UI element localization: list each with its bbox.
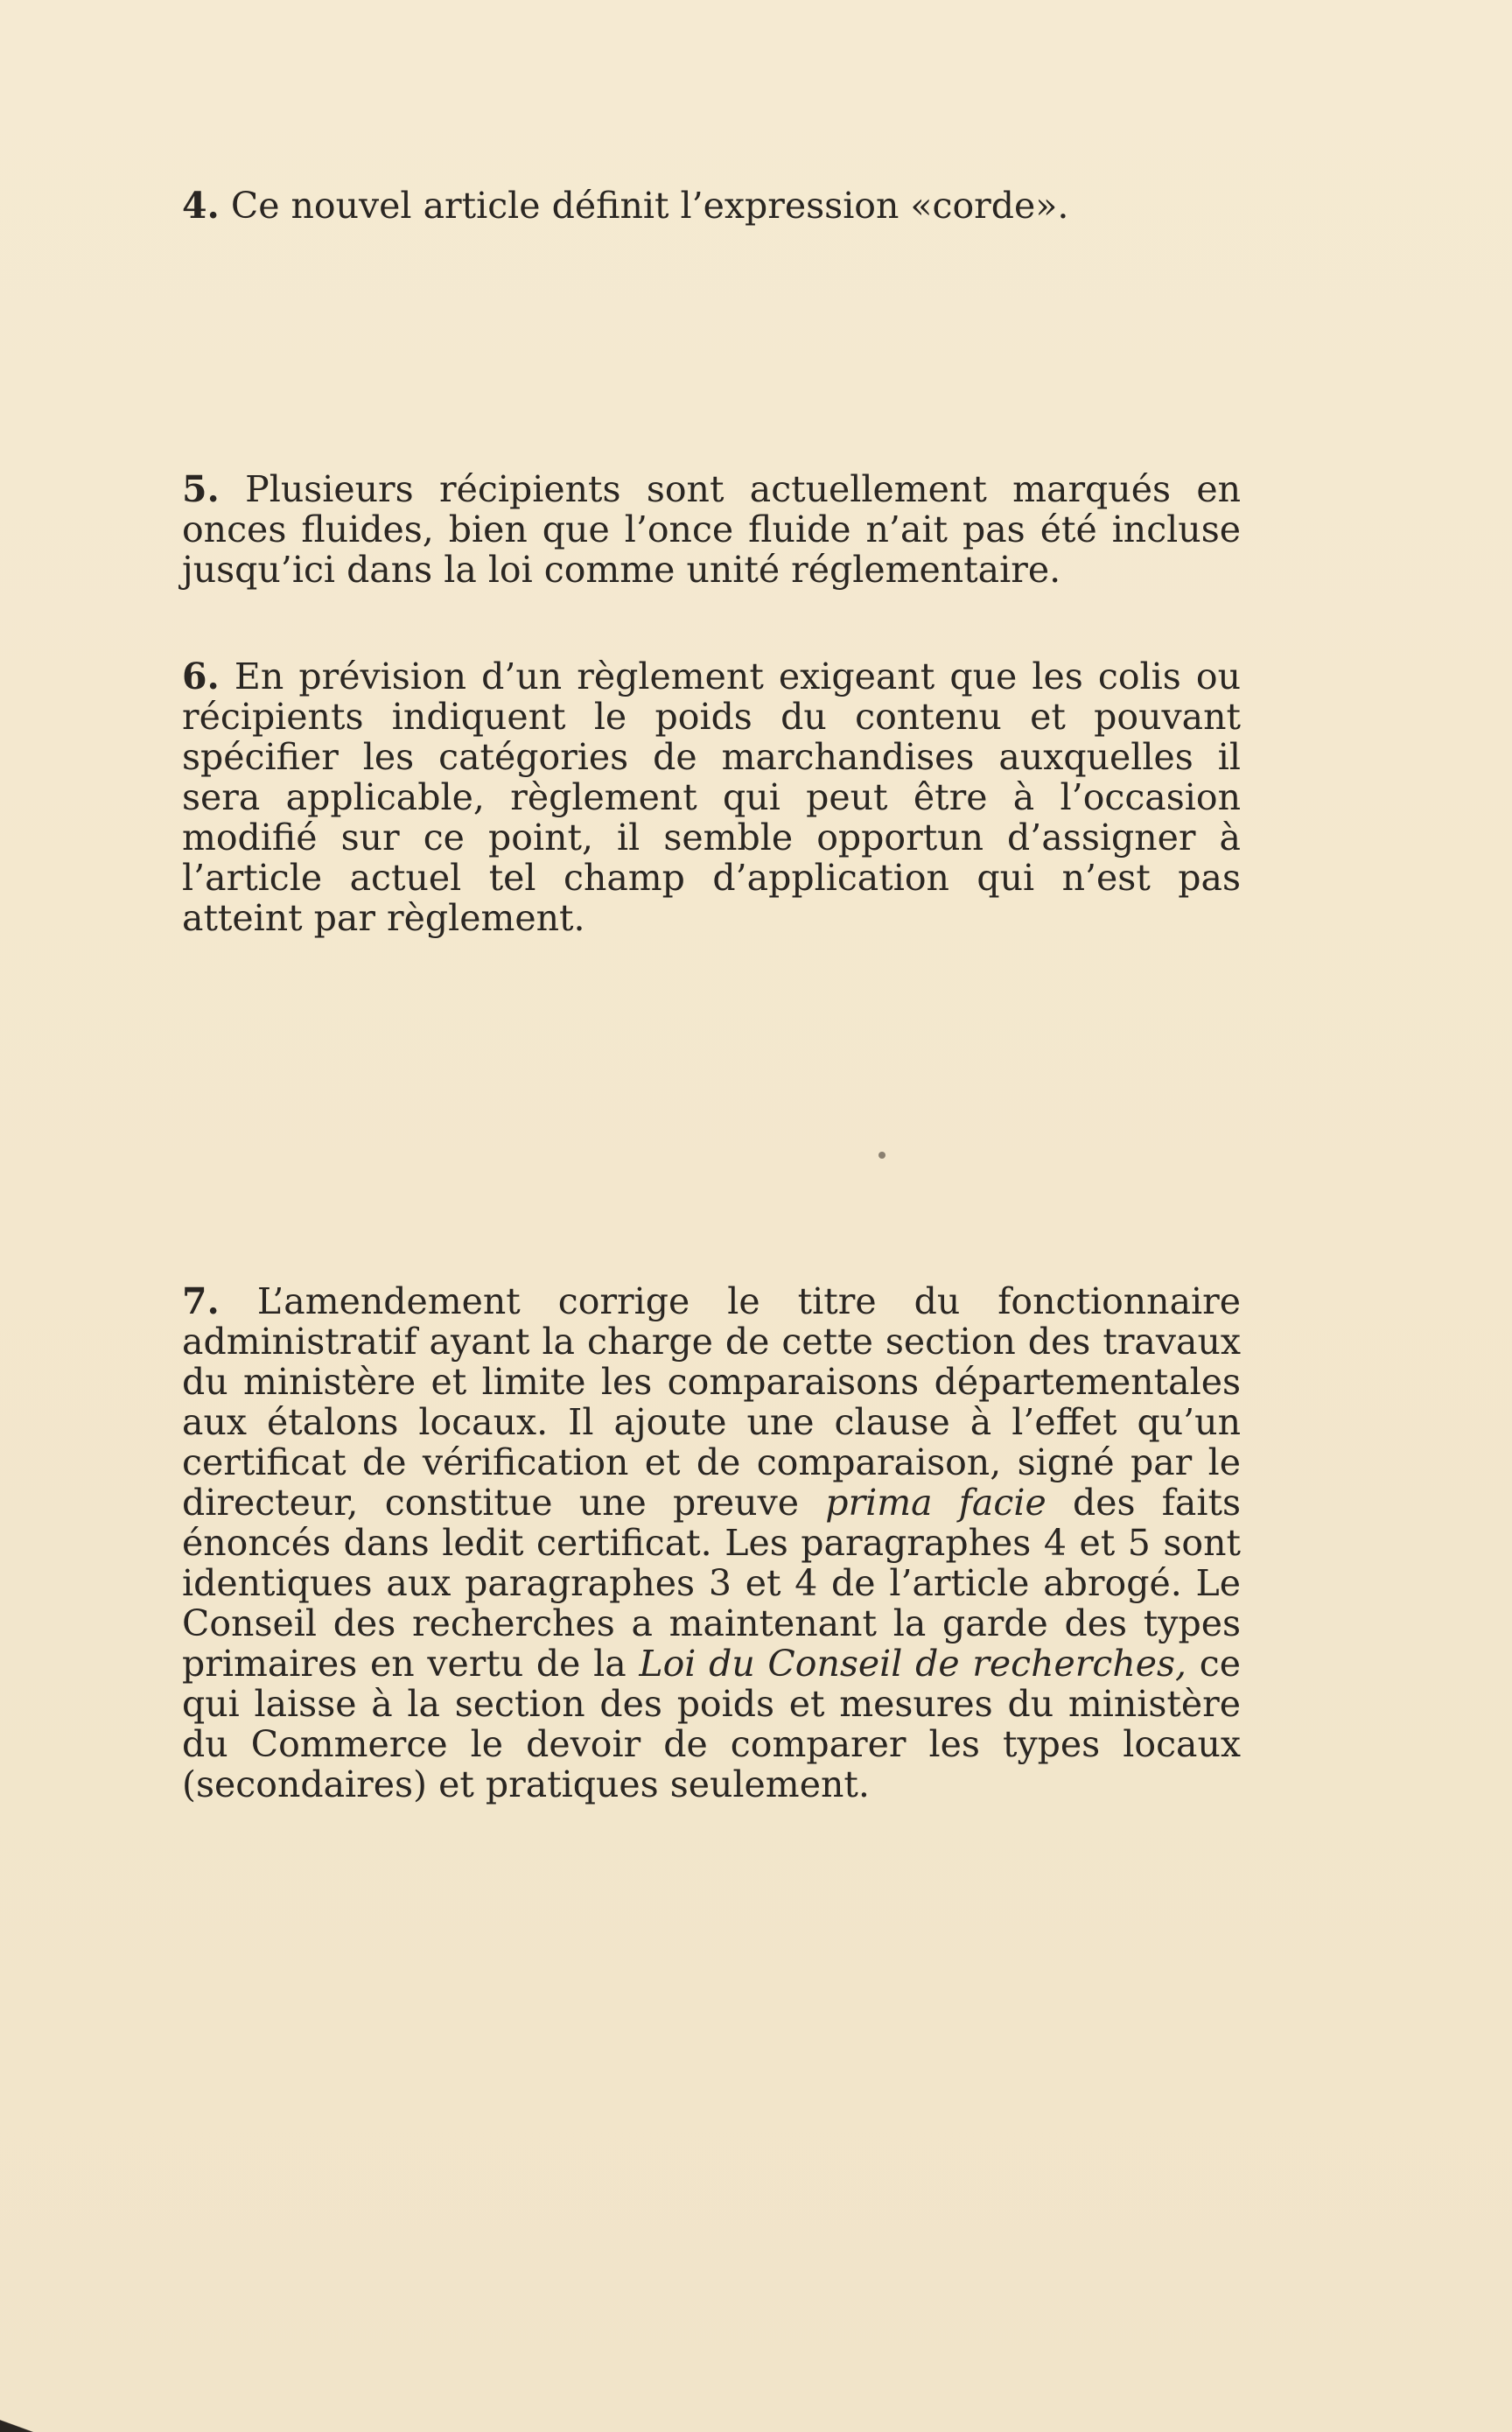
note-italic-phrase: prima facie (825, 1482, 1046, 1524)
note-text: ce qui laisse à la section des poids et mesures du ministère du Commerce le devoir de comparer les types locaux (secondaires) et pratiques seulement. (182, 1643, 1241, 1805)
note-number: 7. (182, 1280, 220, 1322)
note-italic-title: Loi du Conseil de recherches, (639, 1643, 1187, 1685)
stray-mark (878, 1152, 886, 1159)
note-number: 5. (182, 468, 220, 510)
explanatory-note-5 (182, 469, 1241, 590)
note-text: En prévision d’un règlement exigeant que les colis ou récipients indiquent le poids du contenu et pouvant spécifier les catégories de marchandises auxquelles il sera applicable, règlement qui peut être à l’occasion modifié sur ce point, il semble opportun d’assigner à l’article actuel tel champ d’application qui n’est pas atteint par règlement. (182, 655, 1241, 939)
note-text: des faits énoncés dans ledit certificat. Les paragraphes 4 et 5 sont identiques aux paragraphes 3 et 4 de l’article abrogé. Le Conseil des recherches a maintenant la garde des types primaires en vertu de la (182, 1482, 1241, 1685)
note-text: L’amendement corrige le titre du fonctionnaire administratif ayant la charge de cette section des travaux du ministère et limite les comparaisons départementales aux étalons locaux. Il ajoute une clause à l’effet qu’un certificat de vérification et de comparaison, signé par le directeur, constitue une preuve (182, 1280, 1241, 1524)
explanatory-note-6 (182, 656, 1241, 938)
note-text: Plusieurs récipients sont actuellement marqués en onces fluides, bien que l’once fluide n’ait pas été incluse jusqu’ici dans la loi comme unité réglementaire. (182, 468, 1241, 591)
explanatory-note-4 (182, 186, 1241, 226)
note-number: 6. (182, 655, 220, 697)
note-number: 4. (182, 185, 220, 227)
note-text: Ce nouvel article définit l’expression «corde». (219, 185, 1069, 227)
explanatory-note-7 (182, 1281, 1241, 1805)
page-corner-shadow (0, 2406, 35, 2432)
